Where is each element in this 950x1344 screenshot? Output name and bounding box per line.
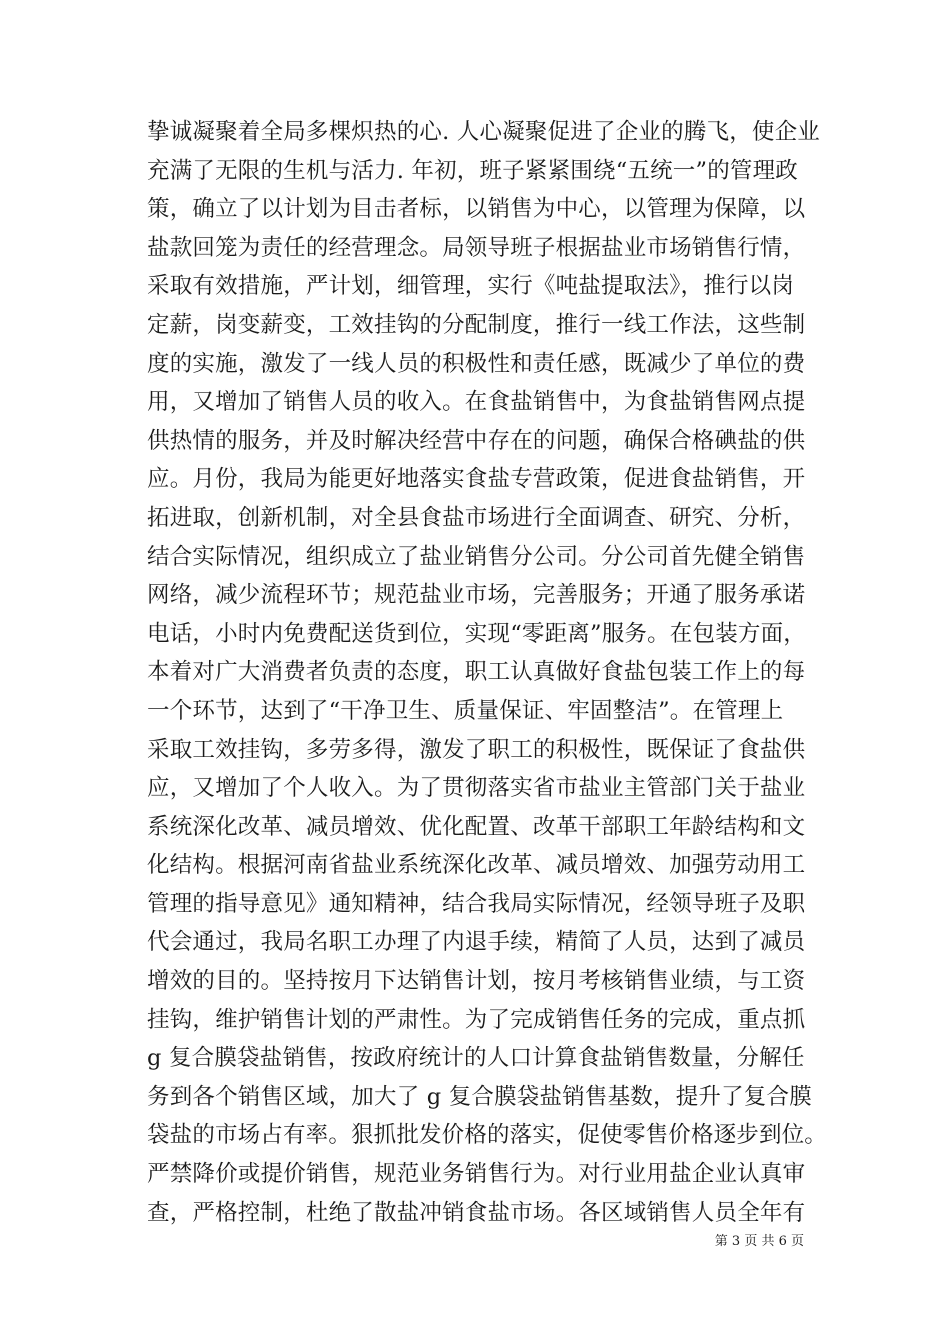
text-line: 应。月份，我局为能更好地落实食盐专营政策，促进食盐销售，开 <box>147 466 806 493</box>
text-line: 代会通过，我局名职工办理了内退手续，精简了人员，达到了减员 <box>147 929 806 956</box>
text-line: 充满了无限的生机与活力. 年初，班子紧紧围绕“五统一”的管理政 <box>147 157 799 184</box>
text-line: 定薪，岗变薪变，工效挂钩的分配制度，推行一线工作法，这些制 <box>147 311 806 338</box>
text-line: 拓进取，创新机制，对全县食盐市场进行全面调查、研究、分析， <box>147 504 806 531</box>
text-line: 采取有效措施，严计划，细管理，实行《吨盐提取法》，推行以岗 <box>147 273 795 300</box>
text-line: 网络，减少流程环节；规范盐业市场，完善服务；开通了服务承诺 <box>147 582 806 609</box>
page-footer: 第 3 页 共 6 页 <box>714 1234 804 1249</box>
text-line: 电话，小时内免费配送货到位，实现“零距离”服务。在包装方面， <box>147 620 807 647</box>
text-line: 结合实际情况，组织成立了盐业销售分公司。分公司首先健全销售 <box>147 543 806 570</box>
text-line: 增效的目的。坚持按月下达销售计划，按月考核销售业绩，与工资 <box>147 968 806 995</box>
text-line: 度的实施，激发了一线人员的积极性和责任感，既减少了单位的费 <box>147 350 806 377</box>
text-line: 采取工效挂钩，多劳多得，激发了职工的积极性，既保证了食盐供 <box>147 736 806 763</box>
text-line: 查，严格控制，杜绝了散盐冲销食盐市场。各区域销售人员全年有 <box>147 1199 806 1226</box>
text-line: 一个环节，达到了“干净卫生、质量保证、牢固整洁”。在管理上 <box>147 697 784 724</box>
text-line: 严禁降价或提价销售，规范业务销售行为。对行业用盐企业认真审 <box>147 1161 806 1188</box>
text-line: 供热情的服务，并及时解决经营中存在的问题，确保合格碘盐的供 <box>147 427 806 454</box>
text-line: 应，又增加了个人收入。为了贯彻落实省市盐业主管部门关于盐业 <box>147 775 806 802</box>
text-line: 袋盐的市场占有率。狠抓批发价格的落实，促使零售价格逐步到位。 <box>147 1122 827 1149</box>
text-line: 化结构。根据河南省盐业系统深化改革、减员增效、加强劳动用工 <box>147 852 806 879</box>
text-line: 系统深化改革、减员增效、优化配置、改革干部职工年龄结构和文 <box>147 813 806 840</box>
text-line: 挚诚凝聚着全局多棵炽热的心. 人心凝聚促进了企业的腾飞，使企业 <box>147 119 821 145</box>
text-line: 用，又增加了销售人员的收入。在食盐销售中，为食盐销售网点提 <box>147 389 806 416</box>
body-text <box>147 113 827 1232</box>
text-line: 挂钩，维护销售计划的严肃性。为了完成销售任务的完成，重点抓 <box>147 1006 806 1033</box>
text-line: 本着对广大消费者负责的态度，职工认真做好食盐包装工作上的每 <box>147 659 806 686</box>
text-line: 盐款回笼为责任的经营理念。局领导班子根据盐业市场销售行情， <box>147 234 806 261</box>
text-line: 管理的指导意见》通知精神，结合我局实际情况，经领导班子及职 <box>147 890 806 917</box>
text-line: 务到各个销售区域，加大了 g 复合膜袋盐销售基数，提升了复合膜 <box>147 1083 812 1110</box>
text-line: 策，确立了以计划为目击者标，以销售为中心，以管理为保障，以 <box>147 196 806 223</box>
text-line: g 复合膜袋盐销售，按政府统计的人口计算食盐销售数量，分解任 <box>147 1045 805 1072</box>
